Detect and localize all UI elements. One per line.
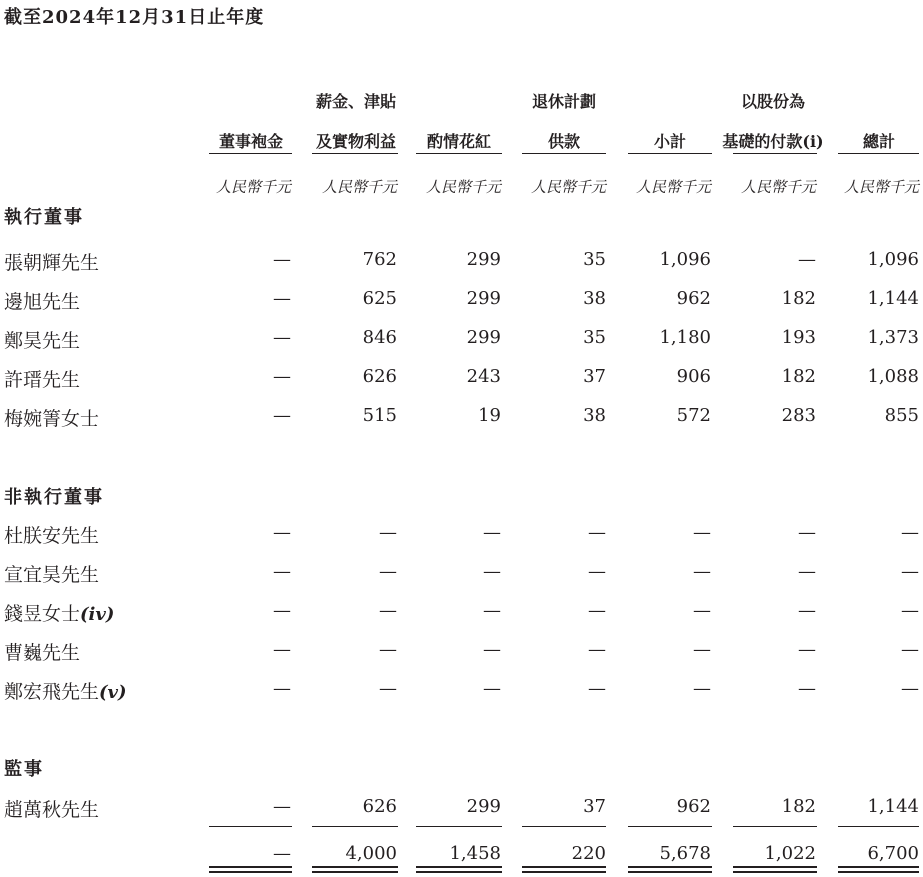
table-cell: — [798, 561, 816, 582]
director-name: 張朝輝先生 [4, 252, 100, 274]
table-cell: 38 [583, 288, 606, 309]
table-cell: 515 [362, 405, 397, 426]
table-cell: 572 [676, 405, 711, 426]
total-cell: — [273, 843, 291, 864]
table-cell: — [901, 639, 919, 660]
column-header-line1: 以股份為 [740, 92, 805, 111]
table-cell: — [483, 522, 501, 543]
director-name: 杜朕安先生 [4, 525, 100, 547]
total-cell: 6,700 [867, 843, 919, 864]
unit-label: 人民幣千元 [321, 178, 397, 196]
table-cell: 1,088 [867, 366, 919, 387]
table-cell: 37 [583, 366, 606, 387]
total-double-rule [312, 866, 398, 873]
subtotal-rule [416, 826, 502, 827]
table-cell: 193 [781, 327, 816, 348]
table-cell: 283 [781, 405, 816, 426]
unit-label: 人民幣千元 [740, 178, 816, 196]
table-cell: — [588, 600, 606, 621]
table-cell: — [379, 522, 397, 543]
table-cell: — [273, 288, 291, 309]
subtotal-rule [733, 826, 817, 827]
table-cell: 1,144 [867, 288, 919, 309]
column-header: 供款 [547, 132, 580, 151]
row-name [4, 677, 127, 704]
table-cell: — [273, 522, 291, 543]
table-cell: 855 [884, 405, 919, 426]
footnote-ref: (iv) [80, 604, 115, 625]
total-double-rule [838, 866, 919, 873]
table-cell: 35 [583, 249, 606, 270]
table-cell: 626 [362, 366, 397, 387]
total-double-rule [628, 866, 712, 873]
table-cell: 182 [781, 796, 816, 817]
subtotal-rule [838, 826, 919, 827]
table-cell: — [901, 522, 919, 543]
table-cell: — [798, 249, 816, 270]
subtotal-rule [628, 826, 712, 827]
column-header-underline [838, 153, 919, 154]
director-name: 趙萬秋先生 [4, 799, 100, 821]
column-header-underline [522, 153, 606, 154]
table-cell: 1,096 [659, 249, 711, 270]
table-cell: 962 [676, 796, 711, 817]
total-cell: 4,000 [345, 843, 397, 864]
column-header-underline [209, 153, 292, 154]
table-cell: — [588, 561, 606, 582]
unit-label: 人民幣千元 [530, 178, 606, 196]
footnote-ref: (v) [99, 682, 127, 703]
table-cell: 846 [362, 327, 397, 348]
row-name [4, 599, 114, 626]
column-header-line1: 薪金、津貼 [315, 92, 396, 111]
table-cell: — [273, 561, 291, 582]
total-cell: 1,022 [764, 843, 816, 864]
table-cell: — [273, 405, 291, 426]
table-cell: — [483, 561, 501, 582]
table-cell: 906 [676, 366, 711, 387]
total-double-rule [416, 866, 502, 873]
table-cell: — [273, 796, 291, 817]
table-cell: — [379, 600, 397, 621]
table-cell: 625 [362, 288, 397, 309]
page-title: 截至2024年12月31日止年度 [4, 7, 265, 28]
subtotal-rule [522, 826, 606, 827]
column-header-underline [416, 153, 502, 154]
table-cell: 38 [583, 405, 606, 426]
table-cell: 243 [466, 366, 501, 387]
unit-label: 人民幣千元 [215, 178, 291, 196]
table-cell: — [901, 600, 919, 621]
table-cell: — [693, 639, 711, 660]
table-cell: — [588, 522, 606, 543]
director-name: 邊旭先生 [4, 291, 81, 313]
director-name: 鄭昊先生 [4, 330, 81, 352]
table-cell: 299 [466, 249, 501, 270]
row-name [4, 638, 80, 665]
table-cell: — [273, 327, 291, 348]
director-name: 許瑨先生 [4, 369, 81, 391]
table-cell: 182 [781, 366, 816, 387]
table-cell: 1,096 [867, 249, 919, 270]
total-cell: 1,458 [449, 843, 501, 864]
column-header-underline [628, 153, 712, 154]
subtotal-rule [209, 826, 292, 827]
row-name [4, 404, 99, 431]
table-cell: — [798, 600, 816, 621]
table-cell: 182 [781, 288, 816, 309]
row-name [4, 248, 99, 275]
total-cell: 220 [571, 843, 606, 864]
table-cell: — [798, 522, 816, 543]
column-header: 董事袍金 [218, 132, 283, 151]
table-cell: — [588, 678, 606, 699]
table-cell: — [379, 678, 397, 699]
director-name: 鄭宏飛先生 [4, 681, 100, 703]
table-cell: 37 [583, 796, 606, 817]
section-title: 監事 [4, 759, 44, 780]
table-cell: 626 [362, 796, 397, 817]
table-cell: — [273, 600, 291, 621]
table-cell: 299 [466, 288, 501, 309]
table-cell: 299 [466, 796, 501, 817]
column-header: 小計 [653, 132, 686, 151]
table-cell: — [379, 639, 397, 660]
table-cell: — [901, 678, 919, 699]
row-name [4, 521, 99, 548]
table-cell: — [798, 639, 816, 660]
table-cell: 962 [676, 288, 711, 309]
total-double-rule [733, 866, 817, 873]
row-name [4, 365, 80, 392]
column-header-underline [312, 153, 398, 154]
table-cell: 1,373 [867, 327, 919, 348]
table-cell: — [483, 678, 501, 699]
total-cell: 5,678 [659, 843, 711, 864]
total-double-rule [209, 866, 292, 873]
row-name [4, 326, 80, 353]
table-cell: — [588, 639, 606, 660]
unit-label: 人民幣千元 [635, 178, 711, 196]
table-cell: — [693, 600, 711, 621]
section-title: 非執行董事 [4, 487, 104, 508]
table-cell: 35 [583, 327, 606, 348]
table-cell: 1,144 [867, 796, 919, 817]
table-cell: — [483, 600, 501, 621]
unit-label: 人民幣千元 [425, 178, 501, 196]
column-header: 基礎的付款(i) [722, 132, 824, 151]
table-cell: — [379, 561, 397, 582]
director-name: 梅婉箐女士 [4, 408, 100, 430]
column-header: 酌情花紅 [426, 132, 491, 151]
table-cell: — [798, 678, 816, 699]
row-name [4, 560, 99, 587]
table-cell: 19 [478, 405, 501, 426]
table-cell: — [483, 639, 501, 660]
total-double-rule [522, 866, 606, 873]
table-cell: — [901, 561, 919, 582]
column-header: 總計 [862, 132, 895, 151]
table-cell: — [273, 678, 291, 699]
subtotal-rule [312, 826, 398, 827]
table-cell: — [693, 561, 711, 582]
director-name: 曹巍先生 [4, 642, 81, 664]
director-name: 宣宜昊先生 [4, 564, 100, 586]
unit-label: 人民幣千元 [843, 178, 919, 196]
table-cell: — [693, 522, 711, 543]
table-cell: 299 [466, 327, 501, 348]
table-cell: — [693, 678, 711, 699]
director-name: 錢昱女士 [4, 603, 81, 625]
row-name [4, 287, 80, 314]
table-cell: — [273, 639, 291, 660]
row-name [4, 795, 99, 822]
section-title: 執行董事 [4, 207, 84, 228]
table-cell: 762 [362, 249, 397, 270]
column-header-underline [733, 153, 817, 154]
column-header-line1: 退休計劃 [531, 92, 596, 111]
table-cell: — [273, 366, 291, 387]
column-header: 及實物利益 [315, 132, 396, 151]
table-cell: 1,180 [659, 327, 711, 348]
table-cell: — [273, 249, 291, 270]
